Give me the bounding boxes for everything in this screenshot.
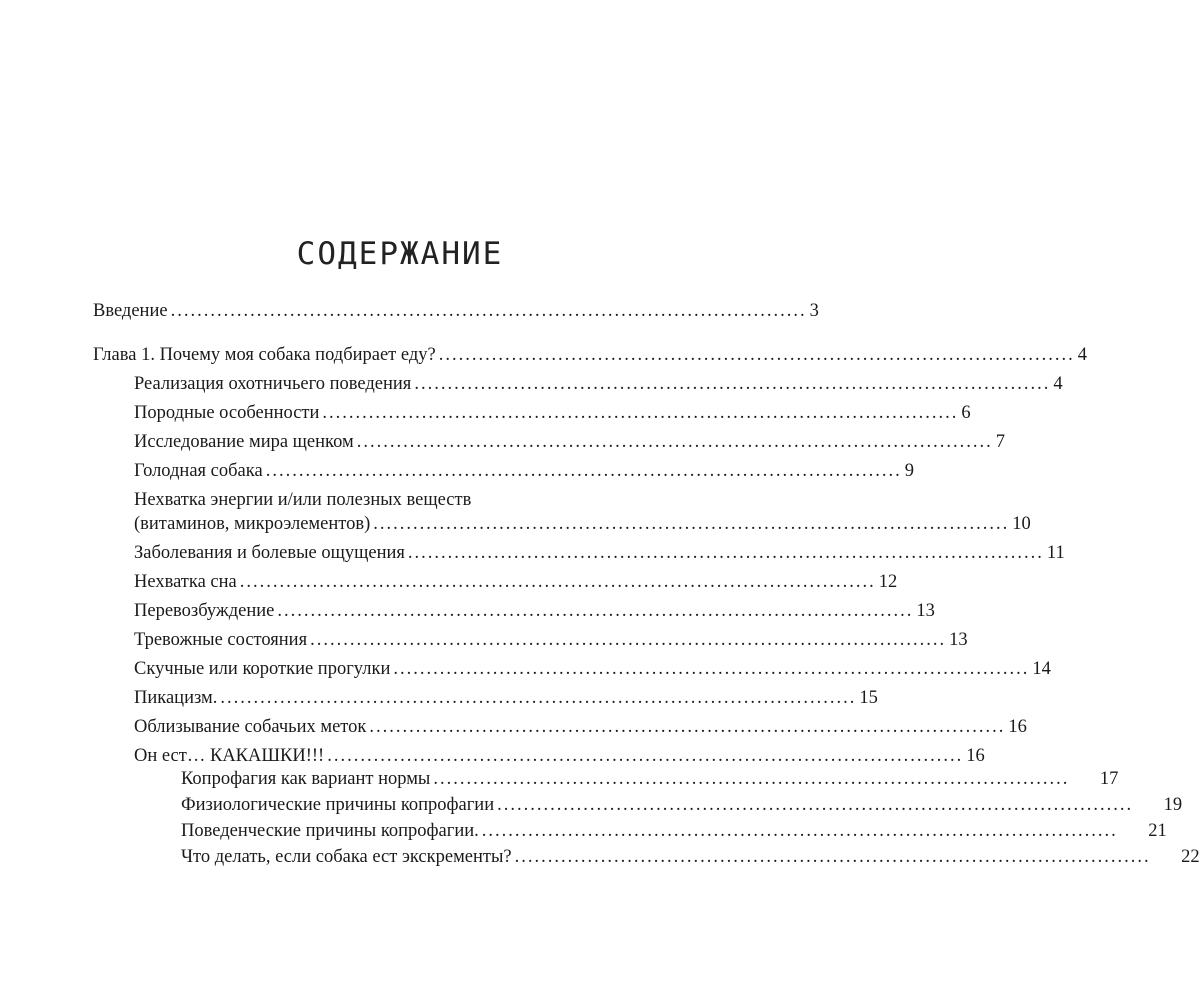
leader-dots: ................................................................................................ [414, 374, 1051, 394]
leader-dots: ................................................................................................ [481, 821, 1118, 841]
toc-page-number: 16 [966, 746, 985, 766]
toc-entry-label: Заболевания и болевые ощущения [134, 543, 405, 563]
toc-entry-label: Введение [93, 301, 168, 321]
toc-page-number: 15 [859, 688, 878, 708]
toc-page-number: 21 [1148, 821, 1167, 841]
toc-entry-section[interactable] [134, 571, 898, 593]
leader-dots: ................................................................................................ [327, 746, 964, 766]
toc-page-number: 19 [1163, 795, 1183, 815]
toc-page-number: 10 [1012, 514, 1031, 534]
leader-dots: ................................................................................................ [497, 795, 1134, 815]
toc-page-number: 9 [904, 461, 914, 481]
toc-entry-subsection[interactable] [181, 794, 1183, 816]
toc-entry-label: Физиологические причины копрофагии [181, 795, 495, 815]
toc-entry-label-line1[interactable]: Нехватка энергии и/или полезных веществ [134, 490, 472, 510]
toc-page-number: 13 [949, 630, 968, 650]
leader-dots: ................................................................................................ [170, 301, 807, 321]
toc-entry-label: Нехватка сна [134, 572, 237, 592]
toc-entry-section[interactable] [134, 687, 878, 709]
toc-page-number: 4 [1053, 374, 1063, 394]
leader-dots: ................................................................................................ [369, 717, 1006, 737]
leader-dots: ................................................................................................ [310, 630, 947, 650]
toc-page-number: 13 [916, 601, 935, 621]
toc-entry-section[interactable] [134, 542, 1065, 564]
toc-entry-label: Реализация охотничьего поведения [134, 374, 412, 394]
toc-entry-label: (витаминов, микроэлементов) [134, 514, 371, 534]
toc-entry-label: Поведенческие причины копрофагии. [181, 821, 479, 841]
toc-page-number: 3 [809, 301, 819, 321]
toc-entry-label: Что делать, если собака ест экскременты? [181, 847, 512, 867]
toc-page-number: 4 [1077, 345, 1087, 365]
toc-entry-label: Перевозбуждение [134, 601, 275, 621]
toc-entry-label: Породные особенности [134, 403, 320, 423]
toc-page-number: 7 [995, 432, 1005, 452]
toc-entry-label: Облизывание собачьих меток [134, 717, 367, 737]
toc-entry-subsection[interactable] [181, 846, 1200, 868]
leader-dots: ................................................................................................ [438, 345, 1075, 365]
toc-entry-label: Тревожные состояния [134, 630, 308, 650]
page-title: СОДЕРЖАНИЕ [296, 236, 504, 272]
leader-dots: ................................................................................................ [393, 659, 1030, 679]
toc-entry-label: Скучные или короткие прогулки [134, 659, 391, 679]
toc-entry-chapter-1[interactable] [93, 344, 1087, 366]
toc-page-number: 22 [1181, 847, 1200, 867]
leader-dots: ................................................................................................ [373, 514, 1010, 534]
toc-entry-label: Голодная собака [134, 461, 263, 481]
toc-entry-label: Он ест… КАКАШКИ!!! [134, 746, 325, 766]
leader-dots: ................................................................................................ [433, 769, 1070, 789]
toc-page-number: 12 [878, 572, 898, 592]
toc-entry-section[interactable] [134, 460, 914, 482]
leader-dots: ................................................................................................ [407, 543, 1044, 563]
toc-entry-label: Копрофагия как вариант нормы [181, 769, 431, 789]
leader-dots: ................................................................................................ [220, 688, 857, 708]
toc-entry-section[interactable] [134, 716, 1027, 738]
toc-entry-label: Глава 1. Почему моя собака подбирает еду? [93, 345, 436, 365]
toc-page-number: 17 [1099, 769, 1119, 789]
toc-entry-section[interactable] [134, 373, 1063, 395]
toc-entry-intro[interactable] [93, 300, 819, 322]
leader-dots: ................................................................................................ [265, 461, 902, 481]
toc-page-number: 6 [961, 403, 971, 423]
toc-entry-section[interactable] [134, 629, 968, 651]
leader-dots: ................................................................................................ [239, 572, 876, 592]
toc-entry-section[interactable] [134, 431, 1005, 453]
toc-entry-section[interactable] [134, 745, 985, 767]
toc-entry-section[interactable] [134, 658, 1051, 680]
toc-page-number: 11 [1046, 543, 1065, 563]
leader-dots: ................................................................................................ [514, 847, 1151, 867]
toc-entry-section[interactable] [134, 513, 1031, 535]
leader-dots: ................................................................................................ [356, 432, 993, 452]
toc-entry-section[interactable] [134, 402, 971, 424]
toc-entry-label: Исследование мира щенком [134, 432, 354, 452]
toc-entry-label: Пикацизм. [134, 688, 218, 708]
toc-entry-section[interactable] [134, 600, 935, 622]
toc-entry-subsection[interactable] [181, 768, 1119, 790]
toc-page-number: 14 [1032, 659, 1051, 679]
leader-dots: ................................................................................................ [277, 601, 914, 621]
toc-entry-subsection[interactable] [181, 820, 1167, 842]
toc-page-number: 16 [1008, 717, 1027, 737]
leader-dots: ................................................................................................ [322, 403, 959, 423]
